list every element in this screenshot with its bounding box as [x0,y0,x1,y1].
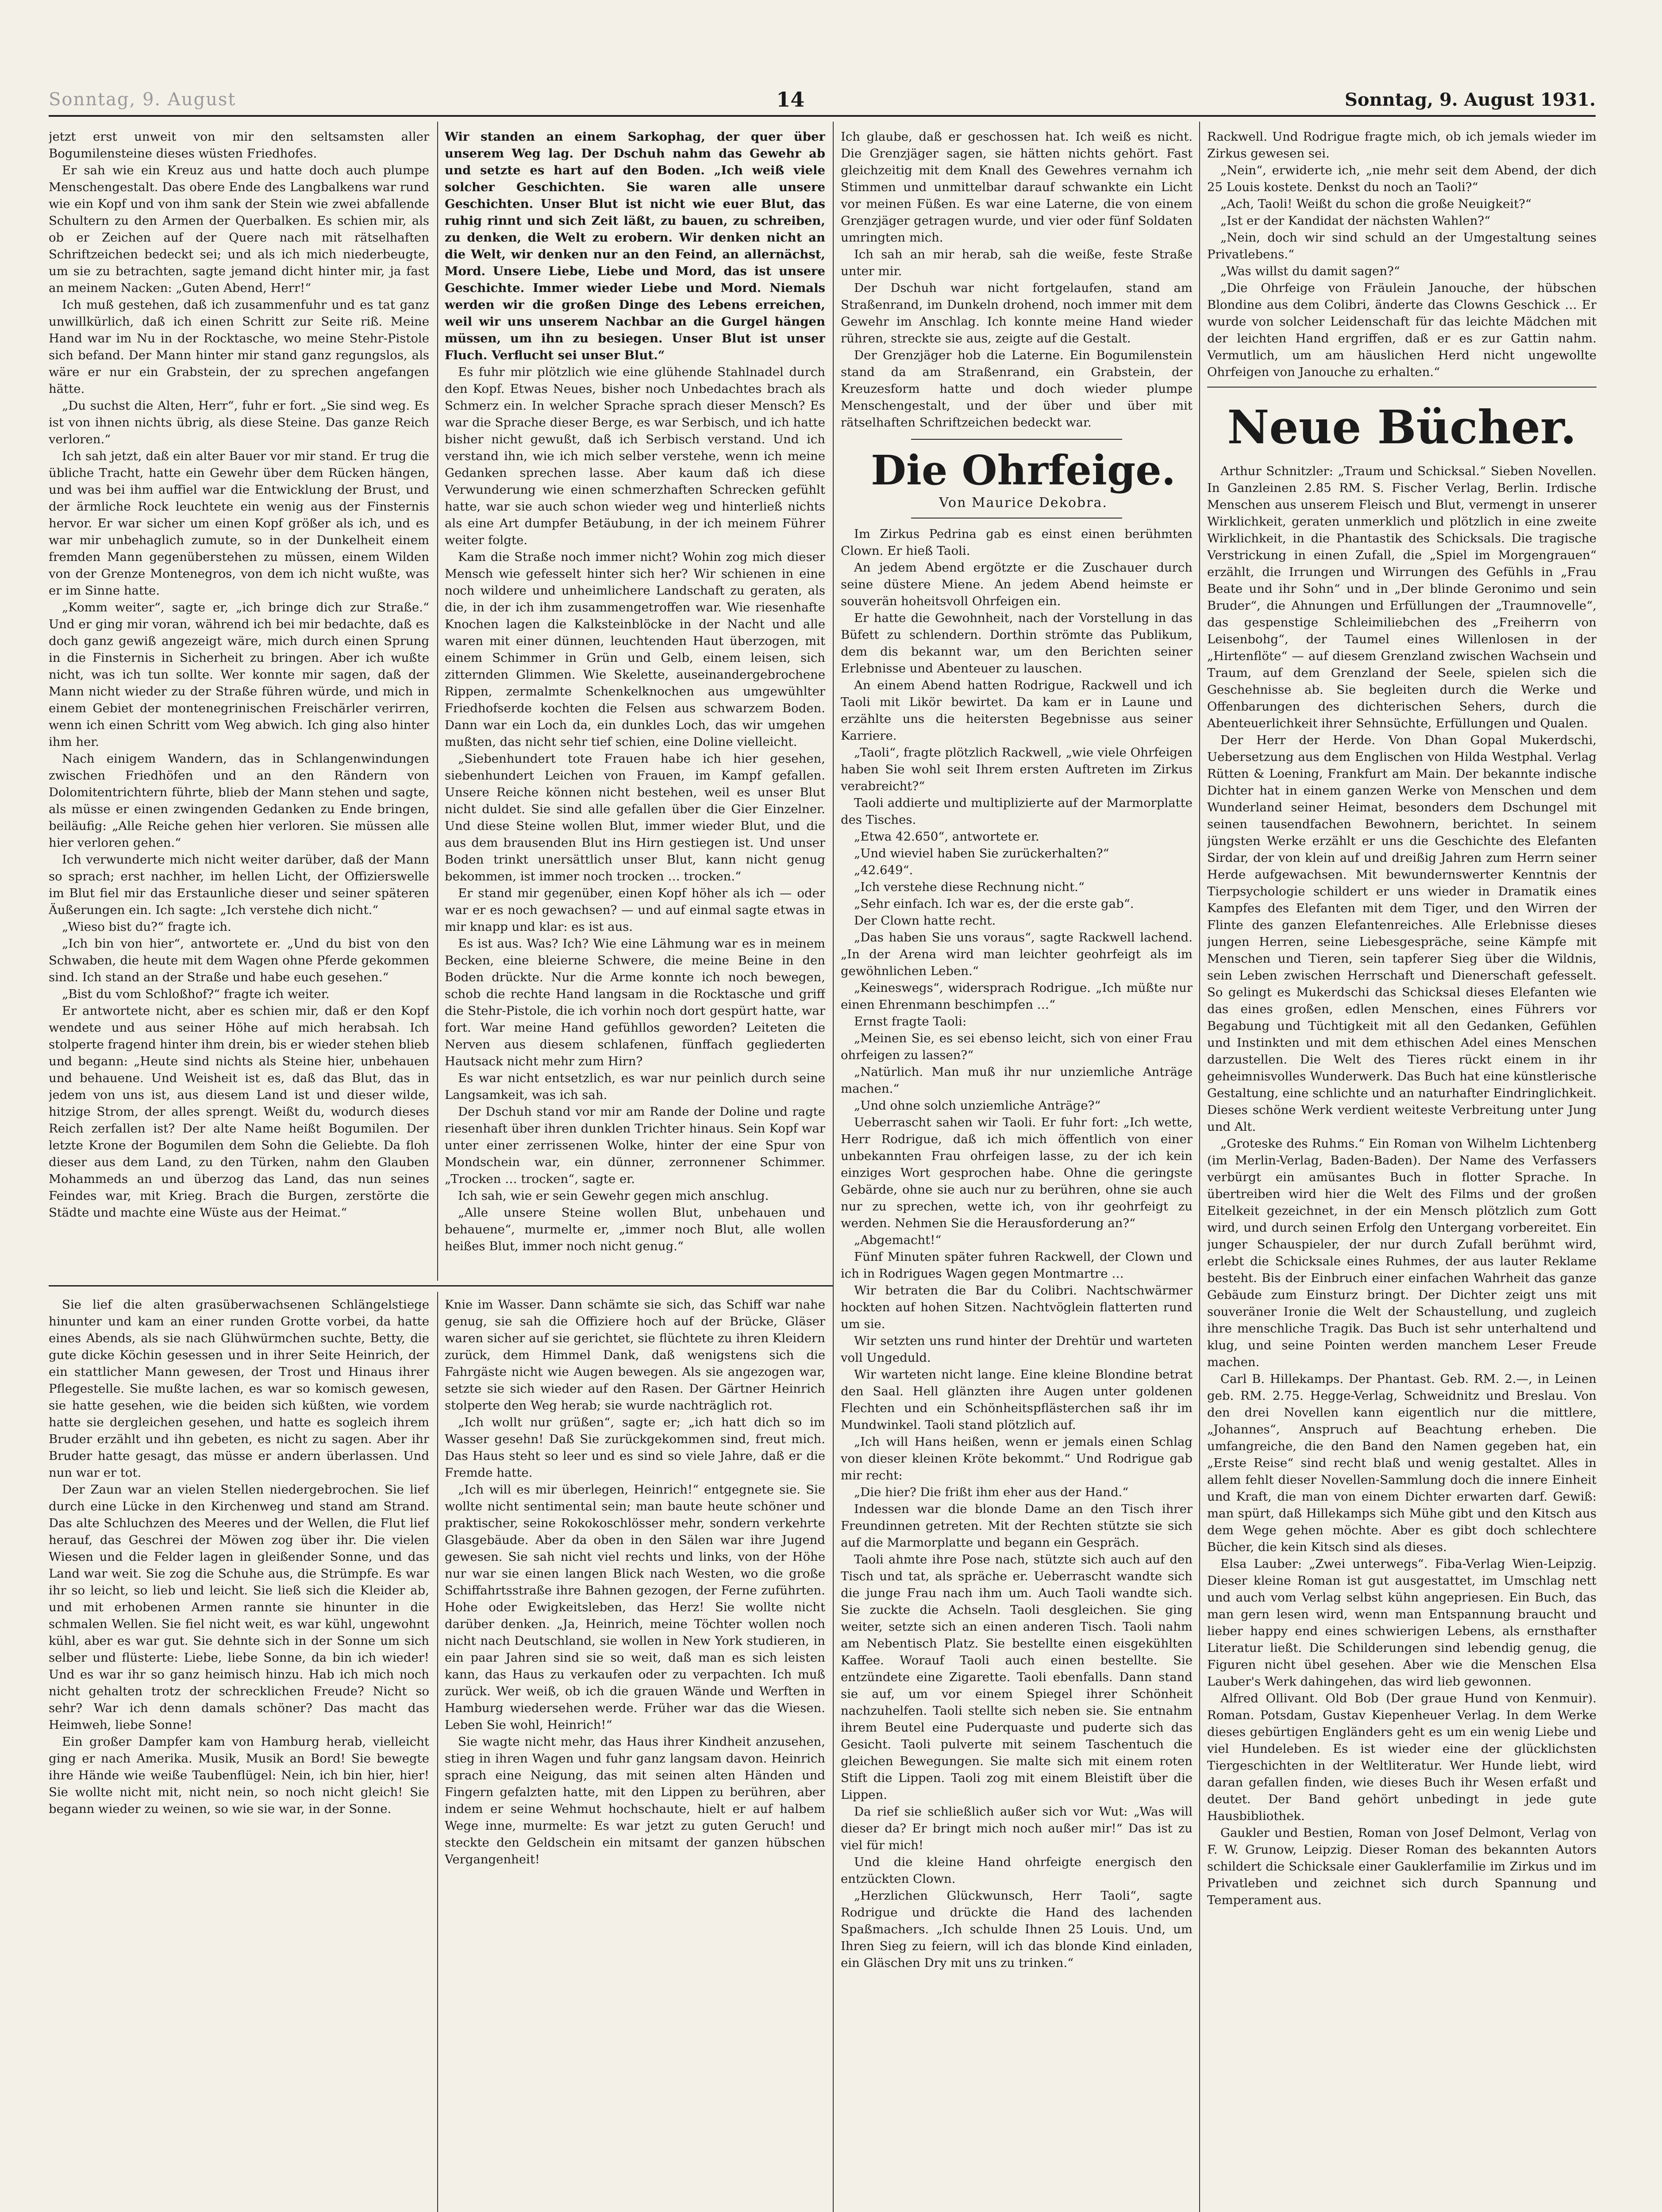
header-date: Sonntag, 9. August 1931. [1345,89,1596,110]
paragraph: „Nein“, erwiderte ich, „nie mehr seit dem Abend, der dich 25 Louis kostete. Denkst du noch an Taoli?“ [1207,163,1597,194]
paragraph: „Ist er der Kandidat der nächsten Wahlen?“ [1220,214,1491,228]
paragraph: Wir betraten die Bar du Colibri. Nachtschwärmer hockten auf hohen Sitzen. Nachtvöglein flatterten rund um sie. [841,1283,1193,1331]
paragraph: Taoli ahmte ihre Pose nach, stützte sich auch auf den Tisch und tat, als spräche er. Ueberrascht wandte sich die junge Frau nach ihm um. Auch Taoli wandte sich. Sie zuckte die Achseln. Taoli desgleichen. Sie ging weiter, setzte sich an einen anderen Tisch. Taoli nahm am Nebentisch Platz. Sie bestellte einen eisgekühlten Kaffee. Worauf Taoli auch einen bestellte. Sie entzündete eine Zigarette. Taoli ebenfalls. Dann stand sie auf, um vor einem Spiegel ihrer Schönheit nachzuhelfen. Taoli stellte sich neben sie. Sie entnahm ihrem Beutel eine Puderquaste und puderte sich das Gesicht. Taoli pulverte mit seinem Taschentuch die gleichen Bewegungen. Sie malte sich mit einem roten Stift die Lippen. Taoli zog mit einem Bleistift über die Lippen. [841,1552,1193,1802]
paragraph: Indessen war die blonde Dame an den Tisch ihrer Freundinnen getreten. Mit der Rechten stützte sie sich auf die Marmorplatte und begann ein Gespräch. [841,1502,1193,1550]
paragraph: „Sehr einfach. Ich war es, der die erste gab“. [854,897,1134,911]
paragraph: „Herzlichen Glückwunsch, Herr Taoli“, sagte Rodrigue und drückte die Hand des lachenden Spaßmachers. „Ich schulde Ihnen 25 Louis. Und, um Ihren Sieg zu feiern, will ich das blonde Kind einladen, ein Gläschen Dry mit uns zu trinken.“ [841,1889,1193,1970]
article-heading [841,439,1193,518]
books-section-title: Neue Bücher. [1227,400,1577,454]
book-review: Elsa Lauber: „Zwei unterwegs“. Fiba-Verlag Wien-Leipzig. Dieser kleine Roman ist gut ausgestattet, im Umschlag nett und auch vom Verlag selbst kühn angepriesen. Ein Buch, das man gern lesen wird, wenn man Entspannung braucht und lieber happy end eines schwierigen Lebens, als ernsthafter Literatur ließt. Die Schilderungen sind lebendig genug, die Figuren nicht übel gesehen. Aber wie die Menschen Elsa Lauber's Werk dahingehen, das wird lieb gewonnen. [1207,1557,1597,1689]
books-column [1207,128,1597,2212]
article-byline: Von Maurice Dekobra. [939,495,1108,511]
bottom-column-1 [49,1296,429,2212]
paragraph: „Die hier? Die frißt ihm eher aus der Hand.“ [854,1485,1129,1499]
paragraph: „Taoli“, fragte plötzlich Rackwell, „wie viele Ohrfeigen haben Sie wohl seit Ihrem ersten Auftreten im Zirkus verabreicht?“ [841,745,1193,793]
paragraph: Ich sah jetzt, daß ein alter Bauer vor mir stand. Er trug die übliche Tracht, hatte ein Gewehr über dem Rücken hängen, und was bei ihm auffiel war die Entwicklung der Brust, und der ärmliche Rock leuchtete ein wenig aus der Finsternis hervor. Er war sicher um einen Kopf größer als ich, und es war mir unbehaglich zumute, so in der Dunkelheit einem fremden Mann gegenüberstehen zu müssen, einem Wilden von der Grenze Montenegros, von dem ich nicht wußte, was er im Sinne hatte. [49,449,429,598]
paragraph: An einem Abend hatten Rodrigue, Rackwell und ich Taoli mit Likör bewirtet. Da kam er in Laune und erzählte uns die heitersten Begebnisse aus seiner Karriere. [841,678,1193,743]
book-review: Alfred Ollivant. Old Bob (Der graue Hund von Kenmuir). Roman. Potsdam, Gustav Kiepenheuer Verlag. In dem Werke dieses gebürtigen Engländers geht es um ein wenig Liebe und viel Hundeleben. Es ist wieder eine der glücklichsten Tiergeschichten in der Weltliteratur. Wer Hunde liebt, wird daran gefallen finden, wie dieses Buch ihr Wesen erfaßt und deutet. Der Band gehört unbedingt in jede gute Hausbibliothek. [1207,1691,1597,1823]
paragraph: Ich glaube, daß er geschossen hat. Ich weiß es nicht. Die Grenzjäger sagen, sie hätten nichts gehört. Fast gleichzeitig mit dem Knall des Gewehres vernahm ich Stimmen und unmittelbar darauf schwankte ein Licht vor meinen Füßen. Es war eine Laterne, die von einem Grenzjäger getragen wurde, und vier oder fünf Soldaten umringten mich. [841,130,1193,245]
paragraph: „Die Ohrfeige von Fräulein Janouche, der hübschen Blondine aus dem Colibri, änderte das Clowns Geschick … Er wurde von solcher Leidenschaft für das leichte Mädchen mit der leichten Hand ergriffen, daß er es zur Gattin nahm. Vermutlich, um am häuslichen Herd nicht ungewollte Ohrfeigen von Janouche zu erhalten.“ [1207,281,1597,379]
page-number: 14 [776,88,805,111]
paragraph: Ich muß gestehen, daß ich zusammenfuhr und es tat ganz unwillkürlich, daß ich einen Schritt zur Seite riß. Meine Hand war im Nu in der Rocktasche, wo meine Stehr-Pistole sich befand. Der Mann hinter mir stand ganz regungslos, als wäre er nur ein Grabstein, der zu sprechen angefangen hätte. [49,298,429,396]
paragraph: Wir setzten uns rund hinter der Drehtür und warteten voll Ungeduld. [841,1334,1193,1365]
paragraph: Wir standen an einem Sarkophag, der quer über unserem Weg lag. Der Dschuh nahm das Gewehr ab und setzte es hart auf den Boden. „Ich weiß viele solcher Geschichten. Sie waren alle unsere Geschichten. Unser Blut ist nicht wie euer Blut, das ruhig rinnt und sich Zeit läßt, zu bauen, zu schreiben, zu denken, die Welt zu erobern. Wir denken nicht an die Welt, wir denken nur an den Feind, an allernächst, Mord. Unsere Liebe, Liebe und Mord, das ist unsere Geschichte. Immer wieder Liebe und Mord. Niemals werden wir die großen Dinge des Lebens erreichen, weil wir uns unserem Nachbar an die Gurgel hängen müssen, um ihn zu besiegen. Unser Blut ist unser Fluch. Verflucht sei unser Blut.“ [445,130,825,362]
paragraph: Ich sah an mir herab, sah die weiße, feste Straße unter mir. [841,247,1193,278]
paragraph: jetzt erst unweit von mir den seltsamsten aller Bogumilensteine dieses wüsten Friedhofes. [49,130,429,161]
paragraph: „Alle unsere Steine wollen Blut, unbehauen und behauene“, murmelte er, „immer noch Blut, alle wollen heißes Blut, immer noch nicht genug.“ [445,1206,825,1253]
paragraph: „Wieso bist du?“ fragte ich. [62,920,231,934]
story-column-1 [49,128,429,1279]
paragraph: Er sah wie ein Kreuz aus und hatte doch auch plumpe Menschengestalt. Das obere Ende des Langbalkens war rund wie ein Kopf und von ihm sank der Stein wie zwei abfallende Schultern zu den Armen der Querbalken. Es schien mir, als ob er Zeichen auf der Quere nach mit rätselhaften Schriftzeichen bedeckt sei; und als ich mich niederbeugte, um sie zu betrachten, sagte jemand dicht hinter mir, ja fast an meinem Nacken: „Guten Abend, Herr!“ [49,163,429,295]
paragraph: Und die kleine Hand ohrfeigte energisch den entzückten Clown. [841,1855,1193,1886]
paragraph: Es war nicht entsetzlich, es war nur peinlich durch seine Langsamkeit, was ich sah. [445,1071,825,1102]
paragraph: „Siebenhundert tote Frauen habe ich hier gesehen, siebenhundert Leichen von Frauen, im Kampf gefallen. Unsere Reiche können nicht bestehen, weil es unser Blut nicht duldet. Sie sind alle gefallen über die Gier Einzelner. Und diese Steine wollen Blut, immer wieder Blut, und die aus dem brausenden Blut ins Hirn gestiegen ist. Und unser Boden trinkt unersättlich unser Blut, kann nicht genug bekommen, ist immer noch trocken … trocken.“ [445,752,825,883]
paragraph: An jedem Abend ergötzte er die Zuschauer durch seine düstere Miene. An jedem Abend heimste er souverän hoheitsvoll Ohrfeigen ein. [841,561,1193,608]
paragraph: Da rief sie schließlich außer sich vor Wut: „Was will dieser da? Er bringt mich noch außer mir!“ Das ist zu viel für mich! [841,1805,1193,1852]
paragraph: „Keineswegs“, widersprach Rodrigue. „Ich müßte nur einen Ehrenmann beschimpfen …“ [841,981,1193,1012]
paragraph: Taoli addierte und multiplizierte auf der Marmorplatte des Tisches. [841,796,1193,827]
paragraph: „Etwa 42.650“, antwortete er. [854,830,1039,844]
book-review: „Groteske des Ruhms.“ Ein Roman von Wilhelm Lichtenberg (im Merlin-Verlag, Baden-Baden). Der Name des Verfassers verbürgt ein amüsantes Buch in flotter Sprache. In übertreiben wird hier die Welt des Films und der großen Eitelkeit gezeichnet, in der ein Mensch plötzlich zum Gott wird, und durch seinen Erfolg den Untergang vorbereitet. Ein junger Schauspieler, der nur durch Zufall berühmt wird, erlebt die Schicksale eines Ruhmes, der aus lauter Reklame besteht. Bis der Einbruch einer einfachen Wahrheit das ganze Gebäude zum Einsturz bringt. Der Dichter zeigt uns mit souveräner Ironie die Welt der Schaustellung, und zugleich ihre menschliche Tragik. Das Buch ist sehr unterhaltend und klug, und seine Pointen werden manchem Leser Freude machen. [1207,1137,1597,1369]
paragraph: Der Grenzjäger hob die Laterne. Ein Bogumilenstein stand da am Straßenrand, ein Grabstein, der Kreuzesform hatte und doch wieder plumpe Menschengestalt, und der über und über mit rätselhaften Schriftzeichen bedeckt war. [841,348,1193,430]
paragraph: Der Dschuh stand vor mir am Rande der Doline und ragte riesenhaft über ihren dunklen Trichter hinaus. Sein Kopf war unter einer zerrissenen Wolke, hinter der eine Spur von Mondschein war, ein dünner, zerronnener Schimmer. „Trocken … trocken“, sagte er. [445,1105,825,1186]
paragraph: „Meinen Sie, es sei ebenso leicht, sich von einer Frau ohrfeigen zu lassen?“ [841,1031,1193,1062]
paragraph: Ich sah, wie er sein Gewehr gegen mich anschlug. [458,1189,769,1203]
paragraph: Sie lief die alten grasüberwachsenen Schlängelstiege hinunter und kam an einer runden Grotte vorbei, da hatte eines Abends, als sie nach Glühwürmchen suchte, Betty, die gute dicke Köchin gesessen und in ihrer Seite Heinrich, der ein stattlicher Mann gewesen, der Trost und Hinaus ihrer Pflegestelle. Sie mußte lachen, es war so komisch gewesen, sie hatte gesehen, wie die beiden sich küßten, wie vordem hatte sie dergleichen gesehen, und hatte es sogleich ihrem Bruder erzählt und ihn gebeten, es nicht zu sagen. Aber ihr Bruder hatte gesagt, das müsse er andern überlassen. Und nun war er tot. [49,1298,429,1480]
book-review: Arthur Schnitzler: „Traum und Schicksal.“ Sieben Novellen. In Ganzleinen 2.85 RM. S. Fischer Verlag, Berlin. Irdische Menschen aus unserem Fleisch und Blut, vermengt in unserer Wirklichkeit, geraten unmerklich und plötzlich in eine zweite Wirklichkeit, in die Phantastik des Schicksals. Die tragische Verstrickung in einen Zufall, die „Spiel im Morgengrauen“ erzählt, die Irrungen und Wirrungen des Gefühls in „Frau Beate und ihr Sohn“ und in „Der blinde Geronimo und sein Bruder“, die Ahnungen und Erfüllungen der „Traumnovelle“, das gespenstige Schleimiliebchen des „Freiherrn von Leisenbohg“, der Taumel eines Willenlosen in der „Hirtenflöte“ — auf diesem Grenzland zwischen Wachsein und Traum, auf dem Grenzland der Seele, spielen sich die Geschehnisse ab. Sie begleiten durch die Werke und Offenbarungen des dichterischen Sehers, durch die Abenteuerlichkeit ihrer Sehnsüchte, Erfüllungen und Qualen. [1207,464,1597,730]
paragraph: „Und wieviel haben Sie zurückerhalten?“ [854,846,1109,860]
header-left-text: Sonntag, 9. August [49,89,236,110]
paragraph: Er antwortete nicht, aber es schien mir, daß er den Kopf wendete und aus seiner Höhe auf mich herabsah. Ich stolperte fragend hinter ihm drein, bis er wieder stehen blieb und begann: „Heute sind nichts als Steine hier, unbehauen und behauene. Und Weisheit ist es, daß das Blut, das in jedem von uns ist, aus diesem Land ist und dieser wilde, hitzige Strom, der alles sprengt. Weißt du, wodurch dieses Reich zerfallen ist? Der alte Name heißt Bogumilen. Der letzte Krone der Bogumilen dem Sohn die Geliebte. Da floh dieser aus dem Land, zu den Türken, nahm den Glauben Mohammeds an und überzog das Land, das nun seines Feindes war, mit Krieg. Brach die Burgen, zerstörte die Städte und machte eine Wüste aus der Heimat.“ [49,1004,429,1220]
paragraph: Ernst fragte Taoli: [854,1014,967,1029]
paragraph: „Abgemacht!“ [854,1233,942,1247]
book-review: Carl B. Hillekamps. Der Phantast. Geb. RM. 2.—, in Leinen geb. RM. 2.75. Hegge-Verlag, Schweidnitz und Breslau. Von den drei Novellen kann eigentlich nur die mittlere, „Johannes“, Anspruch auf Beachtung erheben. Die umfangreiche, die den Band den Namen gegeben hat, ein „Erste Reise“ sind recht blaß und wenig gestaltet. Alles in allem fehlt dieser Novellen-Sammlung doch die innere Einheit und Kraft, die man von einem Dichter erwarten darf. Gewiß: man spürt, daß Hillekamps sich Mühe gibt und den Kitsch aus dem Wege gehen möchte. Aber es gibt doch schlechtere Bücher, die kein Kitsch sind als dieses. [1207,1372,1597,1554]
paragraph: Sie wagte nicht mehr, das Haus ihrer Kindheit anzusehen, stieg in ihren Wagen und fuhr ganz langsam davon. Heinrich sprach eine Neigung, das mit seinen alten Händen und Fingern gefalzten hatte, mit den Lippen zu berühren, aber indem er seine Wehmut hochschaute, hielt er auf halbem Wege inne, murmelte: Es war jetzt zu guten Geruch! und steckte den Geldschein ein mitsamt der ganzen hübschen Vergangenheit! [445,1735,825,1866]
paragraph: „Komm weiter“, sagte er, „ich bringe dich zur Straße.“ Und er ging mir voran, während ich bei mir bedachte, daß es doch ganz gewiß angezeigt wäre, mich durch einen Sprung in die Finsternis in Sicherheit zu bringen. Aber ich wußte nicht, was ich tun sollte. Wer konnte mir sagen, daß der Mann nicht wieder zu der Straße führen würde, und mich in einem Gebiet der montenegrinischen Freischärler verirren, wenn ich einen Schritt vom Weg abwich. Ich ging also hinter ihm her. [49,600,429,749]
paragraph: „Ich wollt nur grüßen“, sagte er; „ich hatt dich so im Wasser gesehn! Daß Sie zurückgekommen sind, freut mich. Das Haus steht so leer und es sind so viele Jahre, daß er die Fremde hatte. [445,1415,825,1480]
section-divider [49,1285,833,1286]
paragraph: „Und ohne solch unziemliche Anträge?“ [854,1098,1101,1113]
paragraph: „Ich will es mir überlegen, Heinrich!“ entgegnete sie. Sie wollte nicht sentimental sein; man baute heute schöner und praktischer, seine Rokokoschlösser mehr, sondern verkehrte Glasgebäude. Aber da oben in den Sälen war ihre Jugend gewesen. Sie sah nicht viel rechts und links, von der Höhe nur war sie einen langen Blick nach Westen, wo die große Schiffahrtsstraße ihre Bahnen gezogen, der Ferne zuführten. Hohe oder Ewigkeitsleben, das Herz! Sie wollte nicht darüber denken. „Ja, Heinrich, meine Töchter wollen noch nicht nach Deutschland, sie wollen in New York studieren, in ein paar Jahren sind sie so weit, daß man es sich leisten kann, das Haus zu verkaufen oder zu verpachten. Ich muß zurück. Wer weiß, ob ich die grauen Wände und Werften in Hamburg wiedersehen werde. Früher war das die Wiesen. Leben Sie wohl, Heinrich!“ [445,1482,825,1732]
bottom-column-2 [445,1296,825,2212]
column-rule [833,122,834,2212]
story-column-2 [445,128,825,1279]
paragraph: Es fuhr mir plötzlich wie eine glühende Stahlnadel durch den Kopf. Etwas Neues, bisher noch Unbedachtes brach als Schmerz ein. In welcher Sprache sprach dieser Mensch? Es war die Sprache dieser Berge, es war Serbisch, und ich hatte bisher nicht gewußt, daß ich Serbisch verstand. Und ich verstand ihn, wie ich mich selber verstehe, wenn ich meine Gedanken sprechen lasse. Aber kaum daß ich diese Verwunderung wie einen schmerzhaften Schrecken gefühlt hatte, war sie auch schon wieder weg und hinterließ nichts als eine Art dumpfer Betäubung, in der ich meinem Führer weiter folgte. [445,365,825,547]
paragraph: Wir warteten nicht lange. Eine kleine Blondine betrat den Saal. Hell glänzten ihre Augen unter goldenen Flechten und ein Schönheitspflästerchen saß ihr im Mundwinkel. Taoli stand plötzlich auf. [841,1367,1193,1432]
paragraph: Knie im Wasser. Dann schämte sie sich, das Schiff war nahe genug, sie sah die Offiziere hoch auf der Brücke, Gläser waren sicher auf sie gerichtet, sie flüchtete zu ihren Kleidern zurück, dem Himmel Dank, daß wenigstens sich die Fahrgäste nicht wie Augen bewegen. Als sie angezogen war, setzte sie sich wieder auf den Rasen. Der Gärtner Heinrich stolperte den Weg herab; sie wurde nachträglich rot. [445,1298,825,1413]
paragraph: „Das haben Sie uns voraus“, sagte Rackwell lachend. „In der Arena wird man leichter geohrfeigt als im gewöhnlichen Leben.“ [841,930,1193,978]
column-rule [437,1292,438,2212]
paragraph: Der Dschuh war nicht fortgelaufen, stand am Straßenrand, im Dunkeln drohend, noch immer mit dem Gewehr im Anschlag. Ich konnte meine Hand wieder rühren, streckte sie aus, zeigte auf die Gestalt. [841,281,1193,346]
divider [1207,387,1597,388]
paragraph: „Ach, Taoli! Weißt du schon die große Neuigkeit?“ [1220,197,1531,211]
paragraph: „Natürlich. Man muß ihr nur unziemliche Anträge machen.“ [841,1065,1193,1096]
paragraph: „Nein, doch wir sind schuld an der Umgestaltung seines Privatlebens.“ [1207,230,1597,261]
paragraph: Ich verwunderte mich nicht weiter darüber, daß der Mann so sprach; erst nachher, im hellen Licht, der Offizierswelle im Blut fiel mir das Erstaunliche dieser und seiner späteren Äußerungen ein. Ich sagte: „Ich verstehe dich nicht.“ [49,853,429,917]
paragraph: „42.649“. [854,863,913,877]
paragraph: „Bist du vom Schloßhof?“ fragte ich weiter. [62,987,330,1001]
column-rule [437,122,438,1281]
article-title: Die Ohrfeige. [871,446,1176,494]
paragraph: Der Clown hatte recht. [854,914,996,928]
paragraph: Er hatte die Gewohnheit, nach der Vorstellung in das Büfett zu schlendern. Dorthin strömte das Publikum, dem dis bekannt war, um den Berichten seiner Erlebnisse und Abenteuer zu lauschen. [841,611,1193,676]
paragraph: „Ich verstehe diese Rechnung nicht.“ [854,880,1085,894]
paragraph: Ueberrascht sahen wir Taoli. Er fuhr fort: „Ich wette, Herr Rodrigue, daß ich mich öffentlich von einer unbekannten Frau ohrfeigen lasse, zu der ich kein einziges Wort gesprochen habe. Ohne die geringste Gebärde, ohne sie auch nur zu berühren, ohne sie auch nur zu sprechen, wette ich, von ihr geohrfeigt zu werden. Nehmen Sie die Herausforderung an?“ [841,1115,1193,1230]
divider [911,439,1122,440]
story-column-3 [841,128,1193,2212]
paragraph: „Was willst du damit sagen?“ [1220,264,1400,278]
paragraph: Rackwell. Und Rodrigue fragte mich, ob ich jemals wieder im Zirkus gewesen sei. [1207,130,1597,161]
paragraph: „Ich will Hans heißen, wenn er jemals einen Schlag von dieser kleinen Kröte bekommt.“ Und Rodrigue gab mir recht: [841,1435,1193,1482]
paragraph: Es ist aus. Was? Ich? Wie eine Lähmung war es in meinem Becken, eine bleierne Schwere, die meine Beine in den Boden drückte. Nur die Arme konnte ich noch bewegen, schob die rechte Hand langsam in die Rocktasche und griff die Stehr-Pistole, die ich vorhin noch dort gespürt hatte, war fort. War meine Hand gefühllos geworden? Leiteten die Nerven aus diesem schlafenen, fünffach gegliederten Hautsack nicht mehr zum Hirn? [445,937,825,1068]
paragraph: Er stand mir gegenüber, einen Kopf höher als ich — oder war er es noch gewachsen? — und auf einmal sagte etwas in mir knapp und klar: es ist aus. [445,886,825,934]
column-rule [1199,122,1200,2212]
paragraph: Fünf Minuten später fuhren Rackwell, der Clown und ich in Rodrigues Wagen gegen Montmartre … [841,1250,1193,1281]
book-review: Der Herr der Herde. Von Dhan Gopal Mukerdschi, Uebersetzung aus dem Englischen von Hilda Westphal. Verlag Rütten & Loening, Frankfurt am Main. Der bekannte indische Dichter hat in einem ganzen Werke von Menschen und dem Wunderland seiner Heimat, besonders dem Dschungel mit seinen tausendfachen Bewohnern, berichtet. In seinem jüngsten Werke erzählt er uns die Geschichte des Elefanten Sirdar, der von klein auf und dreißig Jahren zum Herrn seiner Herde aufgewachsen. Mit bewundernswerter Kenntnis der Tierpsychologie schildert er uns wieder in Dramatik eines Kampfes des Elefanten mit dem Tiger, und den Wirren der Flinte des ganzen Elefantenreiches. Alle Erlebnisse dieses jungen Herren, seine Liebesgespräche, seine Kämpfe mit Menschen und Tieren, sein tapferer Sieg über die Wildnis, sein Leben zwischen Herrschaft und Dienerschaft gefesselt. So gelingt es Mukerdschi das Schicksal dieses Elefanten wie das eines großen, edlen Menschen, eines Führers vor Begabung und Tüchtigkeit mit all den Gedanken, Gefühlen und Instinkten und mit dem ethischen Adel eines Menschen darzustellen. Die Welt des Tieres rückt einem in ihr geheimnisvolles Wunderwerk. Das Buch hat eine künstlerische Gestaltung, eine schlichte und an naturhafter Eindringlichkeit. Dieses schöne Werk verdient weiteste Verbreitung unter Jung und Alt. [1207,733,1597,1134]
book-review: Gaukler und Bestien, Roman von Josef Delmont, Verlag von F. W. Grunow, Leipzig. Dieser Roman des bekannten Autors schildert die Schicksale einer Gauklerfamilie im Zirkus und im Privatleben und zeichnet sich durch Spannung und Temperament aus. [1207,1826,1597,1907]
paragraph: Der Zaun war an vielen Stellen niedergebrochen. Sie lief durch eine Lücke in den Kirchenweg und stand am Strand. Das alte Schluchzen des Meeres und der Wellen, die Flut lief herauf, das Geschrei der Möwen zog über ihr. Die vielen Wiesen und die Felder lagen in gleißender Sonne, und das Land war weit. Sie zog die Schuhe aus, die Strümpfe. Es war ihr so leicht, so lieb und leicht. Sie ließ sich die Kleider ab, und mit erhobenen Armen rannte sie hinunter in die schmalen Wellen. Sie fiel nicht weit, es war kühl, ungewohnt kühl, aber es war gut. Sie dehnte sich in der Sonne um sich selber und flüsterte: Liebe, liebe Sonne, da bin ich wieder! Und es war ihr so ganz heimisch hinzu. Hab ich mich noch nicht gehalten trotz der schrecklichen Freude? Nicht so sehr? War ich denn damals schöner? Das macht das Heimweh, liebe Sonne! [49,1482,429,1732]
paragraph: Kam die Straße noch immer nicht? Wohin zog mich dieser Mensch wie gefesselt hinter sich her? Wir schienen in eine noch wildere und unheimlichere Landschaft zu geraten, als die, in der ich ihm zusammengetroffen war. Wie riesenhafte Knochen lagen die Kalksteinblöcke in der Nacht und alle waren mit einer dünnen, leuchtenden Haut überzogen, mit einem Schimmer in Grün und Gelb, einem leisen, sich zitternden Glimmen. Wie Skelette, auseinandergebrochene Rippen, zermalmte Schenkelknochen aus umgewühlter Friedhofserde kochten die Felsen aus schwarzem Boden. Dann war ein Loch da, ein dunkles Loch, das wir umgehen mußten, das nicht sehr tief schien, eine Doline vielleicht. [445,550,825,749]
paragraph: Im Zirkus Pedrina gab es einst einen berühmten Clown. Er hieß Taoli. [841,527,1193,558]
paragraph: Ein großer Dampfer kam von Hamburg herab, vielleicht ging er nach Amerika. Musik, Musik an Bord! Sie bewegte ihre Hände wie weiße Taubenflügel: Nein, ich bin hier, hier! Sie wollte nicht mit, nicht nein, so noch nicht gleich! Sie begann wieder zu weinen, so wie sie war, in der Sonne. [49,1735,429,1816]
paragraph: „Ich bin von hier“, antwortete er. „Und du bist von den Schwaben, die heute mit dem Wagen ohne Pferde gekommen sind. Ich stand an der Straße und habe euch gesehen.“ [49,937,429,984]
paragraph: Nach einigem Wandern, das in Schlangenwindungen zwischen Friedhöfen und an den Rändern von Dolomitentrichtern führte, blieb der Mann stehen und sagte, als müsse er einen zwingenden Gedanken zu Ende bringen, beiläufig: „Alle Reiche gehen hier verloren. Sie müssen alle hier verloren gehen.“ [49,752,429,850]
page-header [49,84,1596,117]
paragraph: „Du suchst die Alten, Herr“, fuhr er fort. „Sie sind weg. Es ist von ihnen nichts übrig, als diese Steine. Das ganze Reich verloren.“ [49,399,429,446]
